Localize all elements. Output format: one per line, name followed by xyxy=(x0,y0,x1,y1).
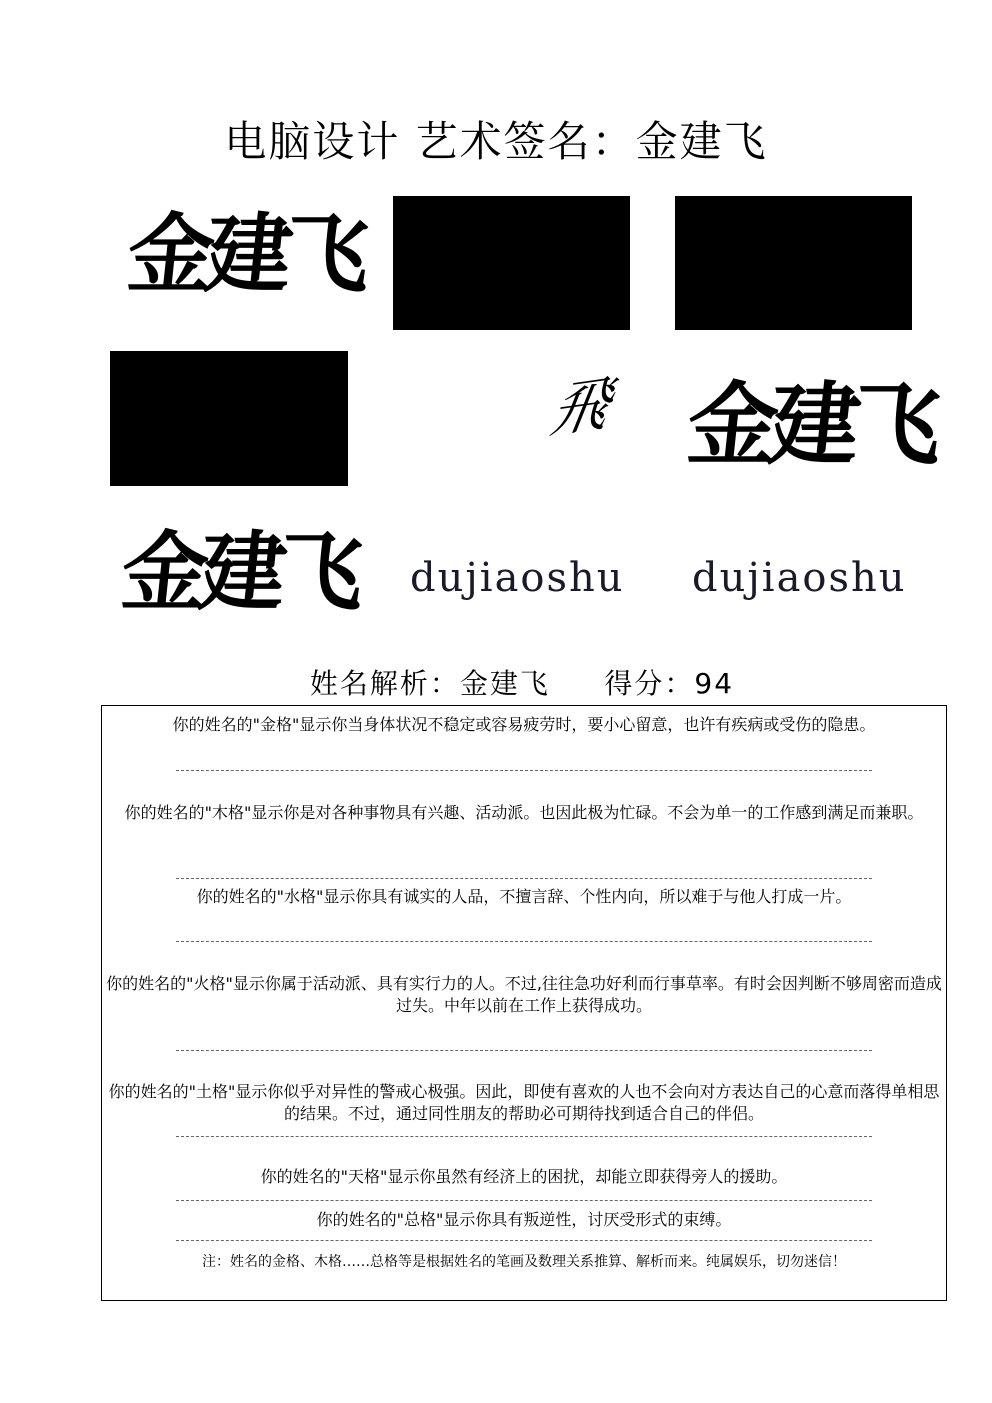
redacted-signature-block xyxy=(110,351,348,486)
analysis-item-total: 你的姓名的"总格"显示你具有叛逆性，讨厌受形式的束缚。 xyxy=(316,1210,732,1229)
signature-sample-2 xyxy=(682,372,940,478)
signature-char: 飞 xyxy=(278,204,368,305)
pinyin-watermark: dujiaoshu xyxy=(410,555,625,601)
analysis-box xyxy=(101,705,947,1301)
separator xyxy=(176,878,872,879)
analysis-item-earth: 你的姓名的"土格"显示你似乎对异性的警戒心极强。因此，即使有喜欢的人也不会向对方表达自己的心意而落得单相思的结果。不过，通过同性朋友的帮助必可期待找到适合自己的伴侣。 xyxy=(108,1082,940,1123)
redacted-signature-block xyxy=(675,196,912,330)
analysis-item-wood: 你的姓名的"木格"显示你是对各种事物具有兴趣、活动派。也因此极为忙碌。不会为单一的工作感到满足而兼职。 xyxy=(124,803,924,822)
analysis-item-water: 你的姓名的"水格"显示你具有诚实的人品，不擅言辞、个性内向，所以难于与他人打成一片。 xyxy=(196,887,852,906)
redacted-signature-block xyxy=(393,196,630,330)
page-title: 电脑设计 艺术签名：金建飞 xyxy=(224,117,768,166)
signature-char: 金 xyxy=(122,204,212,305)
separator xyxy=(176,1240,872,1241)
signature-char: 建 xyxy=(194,522,284,623)
signature-char: 金 xyxy=(682,372,776,478)
signature-char: 金 xyxy=(116,522,206,623)
signature-char: 建 xyxy=(200,204,290,305)
disclaimer-note: 注：姓名的金格、木格……总格等是根据姓名的笔画及数理关系推算、解析而来。纯属娱乐，切勿迷信！ xyxy=(202,1254,846,1270)
separator xyxy=(176,770,872,771)
signature-char: 飞 xyxy=(272,522,362,623)
separator xyxy=(176,1050,872,1051)
analysis-item-metal: 你的姓名的"金格"显示你当身体状况不稳定或容易疲劳时，要小心留意，也许有疾病或受伤的隐患。 xyxy=(172,715,876,734)
separator xyxy=(176,1136,872,1137)
signature-sample-1 xyxy=(122,204,368,305)
separator xyxy=(176,941,872,942)
signature-char: 飞 xyxy=(846,372,940,478)
analysis-item-fire: 你的姓名的"火格"显示你属于活动派、具有实行力的人。不过,往往急功好利而行事草率。有时会因判断不够周密而造成过失。中年以前在工作上获得成功。 xyxy=(106,974,942,1015)
signature-char: 建 xyxy=(764,372,858,478)
signature-sample-3 xyxy=(116,522,362,623)
pinyin-watermark: dujiaoshu xyxy=(692,555,907,601)
separator xyxy=(176,1200,872,1201)
analysis-heading: 姓名解析：金建飞 得分：94 xyxy=(309,667,735,700)
analysis-item-heaven: 你的姓名的"天格"显示你虽然有经济上的困扰，却能立即获得旁人的援助。 xyxy=(260,1167,788,1186)
signature-cursive: 飛 xyxy=(546,367,616,447)
